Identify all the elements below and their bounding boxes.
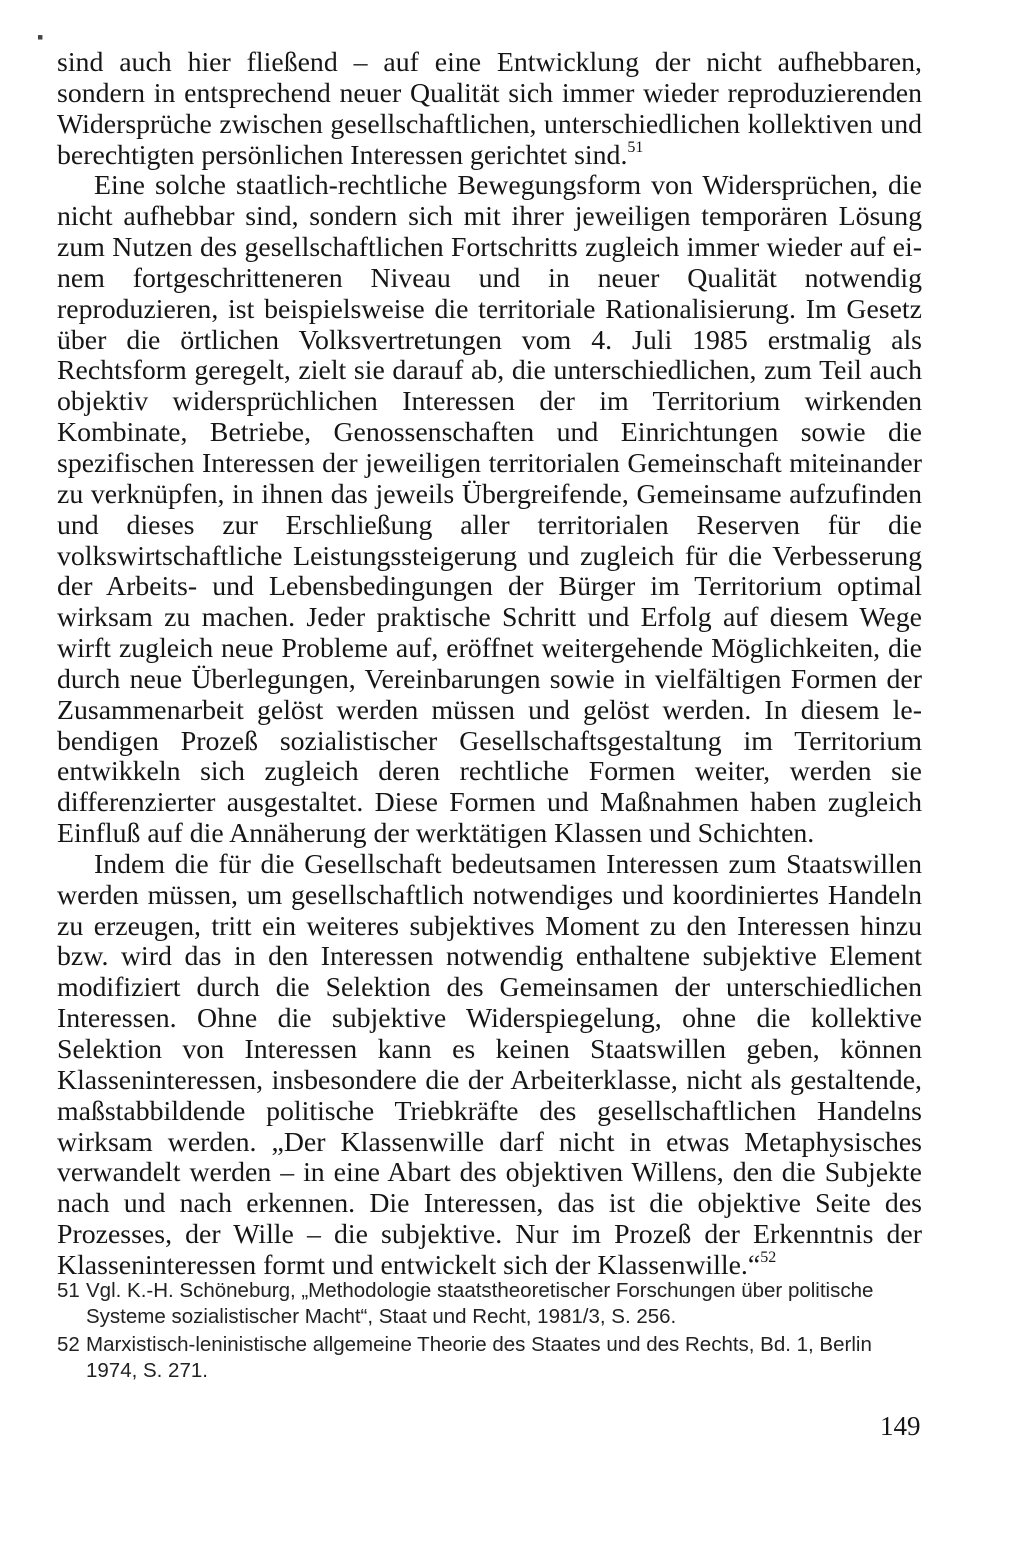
paragraph (57, 850, 922, 1282)
paragraph-text: sind auch hier fließend – auf eine Entwicklung der nicht aufhebbaren, sondern in entsprechend neuer Qualität sich immer wieder reproduzierenden Widersprüche zwischen gesellschaftlichen, unterschiedlichen kollektiven und berechtigten persönlichen Interessen gerichtet sind. (57, 47, 922, 171)
paragraph (57, 48, 922, 171)
footnote-reference: 51 (627, 138, 644, 156)
footnote (57, 1278, 922, 1330)
page-number: 149 (880, 1411, 921, 1441)
body-text (57, 48, 922, 1282)
footnote-number: 51 (57, 1279, 80, 1302)
paragraph-text: Eine solche staatlich-rechtliche Bewegungsform von Widersprüchen, die nicht aufhebbar sind, sondern sich mit ihrer jeweiligen temporären Lösung zum Nutzen des gesellschaftlichen Fortschritts zugleich immer wieder auf einem fortgeschritteneren Niveau und in neuer Qualität notwendig reproduzieren, ist beispielsweise die territoriale Rationalisierung. Im Gesetz über die örtlichen Volksvertretungen vom 4. Juli 1985 erstmalig als Rechtsform geregelt, zielt sie darauf ab, die unterschiedlichen, zum Teil auch objektiv widersprüchlichen Interessen der im Territorium wirkenden Kombinate, Betriebe, Genossenschaften und Einrichtungen sowie die spezifischen Interessen der jeweiligen territorialen Gemeinschaft miteinander zu verknüpfen, in ihnen das jeweils Übergreifende, Gemeinsame aufzufinden und dieses zur Erschließung aller territorialen Reserven für die volkswirtschaftliche Leistungssteigerung und zugleich für die Verbesserung der Arbeits- und Lebensbedingungen der Bürger im Territorium optimal wirksam zu machen. Jeder praktische Schritt und Erfolg auf diesem Wege wirft zugleich neue Probleme auf, eröffnet weitergehende Möglichkeiten, die durch neue Überlegungen, Vereinbarungen sowie in vielfältigen Formen der Zusammenarbeit gelöst werden müssen und gelöst werden. In diesem lebendigen Prozeß sozialistischer Gesellschaftsgestaltung im Territorium entwikkeln sich zugleich deren rechtliche Formen weiter, werden sie differenzierter ausgestaltet. Diese Formen und Maßnahmen haben zugleich Einfluß auf die Annäherung der werktätigen Klassen und Schichten. (57, 170, 922, 850)
footnotes (57, 1278, 922, 1386)
footnote (57, 1332, 922, 1384)
footnote-text: Marxistisch-leninistische allgemeine Theorie des Staates und des Rechts, Bd. 1, Berlin 1974, S. 271. (86, 1333, 872, 1382)
footnote-number: 52 (57, 1333, 80, 1356)
footnote-reference: 52 (760, 1248, 777, 1266)
footnote-text: Vgl. K.-H. Schöneburg, „Methodologie staatstheoretischer Forschungen über politische Systeme sozialistischer Macht“, Staat und Recht, 1981/3, S. 256. (86, 1279, 874, 1328)
scan-speck: ▪ (37, 27, 44, 47)
paragraph-text: Indem die für die Gesellschaft bedeutsamen Interessen zum Staatswillen werden müssen, um gesellschaftlich notwendiges und koordiniertes Handeln zu erzeugen, tritt ein weiteres subjektives Moment zu den Interessen hinzu bzw. wird das in den Interessen notwendig enthaltene subjektive Element modifiziert durch die Selektion des Gemeinsamen der unterschiedlichen Interessen. Ohne die subjektive Widerspiegelung, ohne die kollektive Selektion von Interessen kann es keinen Staatswillen geben, können Klasseninteressen, insbesondere die der Arbeiterklasse, nicht als gestaltende, maßstabbildende politische Triebkräfte des gesellschaftlichen Handelns wirksam werden. „Der Klassenwille darf nicht in etwas Metaphysisches verwandelt werden – in eine Abart des objektiven Willens, den die Subjekte nach und nach erkennen. Die Interessen, das ist die objektive Seite des Prozesses, der Wille – die subjektive. Nur im Prozeß der Erkenntnis der Klasseninteressen formt und entwickelt sich der Klassenwille.“ (57, 848, 922, 1281)
paragraph (57, 171, 922, 850)
